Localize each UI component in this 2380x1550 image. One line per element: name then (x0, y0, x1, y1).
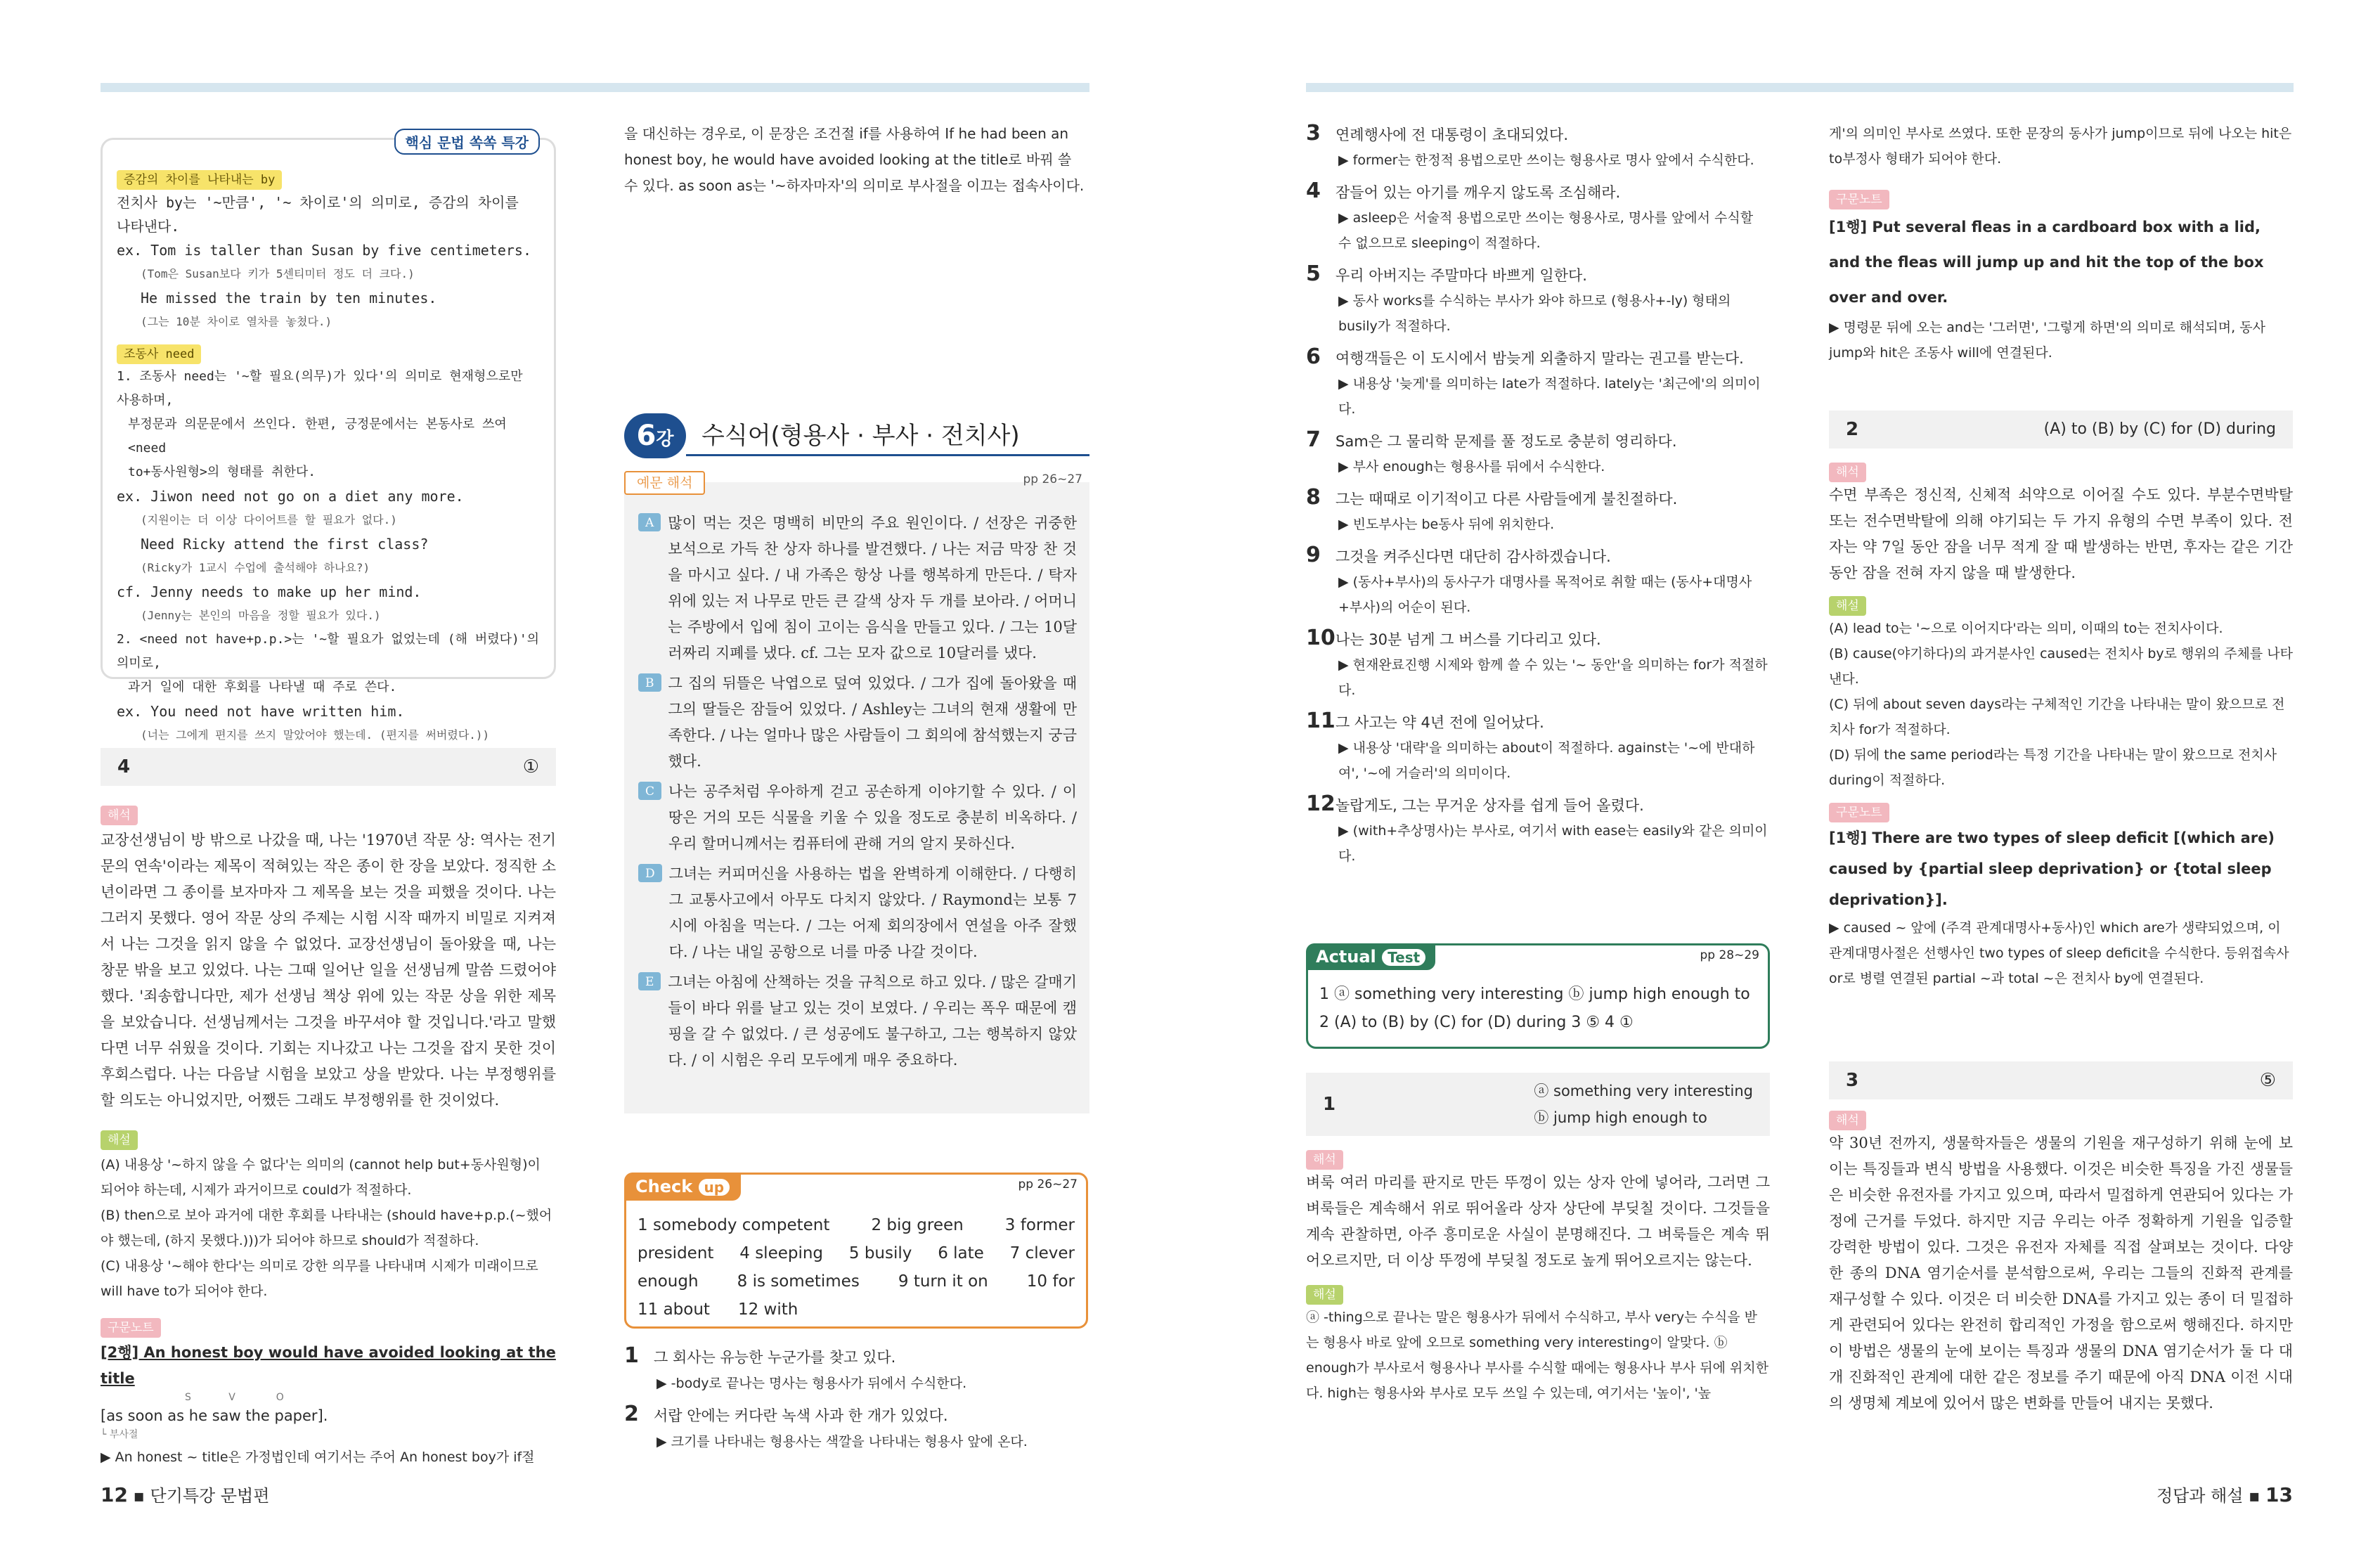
mid-item-list (624, 1343, 1088, 1455)
item-sentence: 그것을 켜주신다면 대단히 감사하겠습니다. (1335, 548, 1611, 565)
label-haeseol: 해설 (101, 1130, 138, 1150)
grammar-example: cf. Jenny needs to make up her mind. (117, 583, 422, 600)
explanation-c: (C) 뒤에 about seven days라는 구체적인 기간을 나타내는 말이 왔으므로 전치사 for가 적절하다. (1829, 697, 2285, 737)
item-explanation: ▶ asleep은 서술적 용법으로만 쓰이는 형용사로, 명사를 앞에서 수식할 수 없으므로 sleeping이 적절하다. (1338, 210, 1754, 251)
item-sentence: 서랍 안에는 커다란 녹색 사과 한 개가 있었다. (654, 1407, 948, 1424)
item-explanation: ▶ 부사 enough는 형용사를 뒤에서 수식한다. (1338, 459, 1605, 474)
item-explanation: ▶ 동사 works를 수식하는 부사가 와야 하므로 (형용사+-ly) 형태의 busily가 적절하다. (1338, 293, 1731, 334)
explanation-text: ⓐ -thing으로 끝나는 말은 형용사가 뒤에서 수식하고, 부사 very는 수식을 받는 형용사 바로 앞에 오므로 something very interesting이 알맞다. ⓑ enough가 부사로서 형용사나 부사를 수식할 때에는 형용사나 부사 뒤에 위치한다. high는 형용사와 부사로 모두 쓰일 수 있는데, 여기서는 '높이', '높 (1306, 1310, 1769, 1401)
checkup-answer: 6 late (938, 1244, 984, 1262)
grammar-example: ex. You need not have written him. (117, 703, 405, 720)
list-item (1306, 709, 1770, 786)
checkup-answer: 4 sleeping (739, 1244, 824, 1262)
grammar-translation: (Ricky가 1교시 수업에 출석해야 하나요?) (141, 561, 370, 574)
example-pages: pp 26~27 (1023, 472, 1082, 486)
structure-line: [1행] There are two types of sleep deficit [(which are) caused by {partial sleep deprivation} or {total sleep deprivation}]. (1829, 829, 2275, 908)
item-number: 7 (1306, 427, 1321, 452)
structure-sub: └ 부사절 (101, 1429, 138, 1440)
item-explanation: ▶ 내용상 '대략'을 의미하는 about이 적절하다. against는 '~에 반대하여', '~에 거슬러'의 의미이다. (1338, 740, 1755, 781)
checkup-answer: 11 about (638, 1300, 710, 1319)
page-number: 12 (101, 1483, 128, 1506)
label-gumun: 구문노트 (1829, 803, 1889, 822)
top-bar-left (101, 83, 1089, 92)
item-number: 2 (624, 1402, 639, 1426)
checkup-answer: enough (638, 1272, 699, 1291)
page-footer-left (101, 1482, 269, 1506)
list-item (1306, 179, 1770, 256)
grammar-text: 부정문과 의문문에서 쓰인다. 한편, 긍정문에서는 본동사로 쓰여 <need (128, 417, 507, 456)
checkup-answer: 1 somebody competent (638, 1216, 830, 1234)
section-label-by: 증감의 차이를 나타내는 by (117, 170, 282, 190)
page-footer-right (2156, 1482, 2293, 1506)
list-item (1306, 485, 1770, 537)
grammar-text: 과거 일에 대한 후회를 나타낼 때 주로 쓴다. (128, 680, 397, 695)
checkup-answer: 9 turn it on (898, 1272, 988, 1291)
explanation-c: (C) 내용상 '~해야 한다'는 의미로 강한 의무를 나타내며 시제가 미래이므로 will have to가 되어야 한다. (101, 1258, 538, 1299)
col4-top-text: 게'의 의미인 부사로 쓰였다. 또한 문장의 동사가 jump이므로 뒤에 나오는 hit은 to부정사 형태가 되어야 한다. (1829, 126, 2292, 167)
item-sentence: 나는 30분 넘게 그 버스를 기다리고 있다. (1335, 631, 1601, 648)
structure-line-2: [as soon as he saw the paper]. (101, 1407, 328, 1424)
example-e: 그녀는 아침에 산책하는 것을 규칙으로 하고 있다. / 많은 갈매기들이 바다 위를 날고 있는 것이 보였다. / 우리는 폭우 때문에 캠핑을 갈 수 없었다. / 큰 성공에도 불구하고, 그는 행복하지 않았다. / 이 시험은 우리 모두에게 매우 중요하다. (668, 974, 1077, 1068)
label-gumun: 구문노트 (1829, 190, 1889, 209)
item-number: 5 (1306, 261, 1321, 286)
list-item (1306, 427, 1770, 479)
item-explanation: ▶ -body로 끝나는 명사는 형용사가 뒤에서 수식한다. (657, 1376, 967, 1391)
question-3-block (1829, 1061, 2293, 1416)
item-number: 4 (1306, 179, 1321, 203)
question-number: 3 (1846, 1070, 1859, 1091)
label-haeseol: 해설 (1829, 596, 1866, 616)
item-explanation: ▶ 내용상 '늦게'를 의미하는 late가 적절하다. lately는 '최근에'의 의미이다. (1338, 376, 1761, 417)
page-label: 정답과 해설 ▪ (2156, 1486, 2261, 1506)
explanation-a: (A) 내용상 '~하지 않을 수 없다'는 의미의 (cannot help but+동사원형)이 되어야 하는데, 시제가 과거이므로 could가 적절하다. (101, 1157, 541, 1198)
example-c: 나는 공주처럼 우아하게 걷고 공손하게 이야기할 수 있다. / 이 땅은 거의 모든 식물을 키울 수 있을 정도로 충분히 비옥하다. / 우리 할머니께서는 컴퓨터에 관해 거의 알지 못하신다. (668, 783, 1077, 852)
list-item (1306, 874, 1770, 900)
answer-b: ⓑ jump high enough to (1534, 1109, 1707, 1126)
grammar-translation: (너는 그에게 편지를 쓰지 말았어야 했는데. (편지를 써버렸다.)) (141, 728, 490, 742)
grammar-example: ex. Tom is taller than Susan by five centimeters. (117, 242, 532, 259)
list-item (1306, 626, 1770, 703)
structure-note: ▶ An honest ~ title은 가정법인데 여기서는 주어 An honest boy가 if절 (101, 1449, 535, 1465)
item-number: 11 (1306, 709, 1335, 733)
answer-a: ⓐ something very interesting (1534, 1083, 1753, 1099)
actual-test-line-1: 1 ⓐ something very interesting ⓑ jump high enough to (1319, 986, 1750, 1003)
translation-text: 교장선생님이 방 밖으로 나갔을 때, 나는 '1970년 작문 상: 역사는 전기문의 연속'이라는 제목이 적혀있는 작은 종이 한 장을 보았다. 정직한 소년이라면 그 종이를 보자마자 그 제목을 보는 것을 피했을 것이다. 나는 그러지 못했다. 영어 작문 상의 주제는 시험 시작 때까지 비밀로 지켜져서 나는 그것을 읽지 않을 수 없었다. 교장선생님이 돌아왔을 때, 나는 창문 밖을 보고 있었다. 나는 그때 일어난 일을 선생님께 말씀 드렸어야 했다. '죄송합니다만, 제가 선생님 책상 위에 있는 작문 상을 위한 제목을 보았습니다. 선생님께서는 그것을 바꾸셔야 할 것입니다.'라고 말했다면 너무 쉬웠을 것이다. 기회는 지나갔고 나는 그것을 잡지 못한 것이 후회스럽다. 나는 다음날 시험을 보았고 상을 받았다. 나는 부정행위를 할 의도는 아니었지만, 어쨌든 그래도 부정행위를 한 것이었다. (101, 832, 556, 1109)
checkup-title-2: up (699, 1179, 730, 1196)
checkup-answer: 5 busily (848, 1244, 912, 1262)
grammar-text: 2. <need not have+p.p.>는 '~할 필요가 없었는데 (해 버렸다)'의 의미로, (117, 632, 540, 671)
question-1-block (1306, 1073, 1770, 1406)
translation-text: 수면 부족은 정신적, 신체적 쇠약으로 이어질 수도 있다. 부분수면박탈 또는 전수면박탈에 의해 야기되는 두 가지 유형의 수면 부족이 있다. 전자는 약 7일 동안 잠을 너무 적게 잘 때 발생하는 반면, 후자는 같은 기간 동안 잠을 전혀 자지 않을 때 발생한다. (1829, 486, 2293, 581)
list-item (1306, 121, 1770, 173)
top-bar-right (1306, 83, 2294, 92)
example-section (624, 472, 1089, 1113)
translation-text: 약 30년 전까지, 생물학자들은 생물의 기원을 재구성하기 위해 눈에 보이는 특징들과 변식 방법을 사용했다. 이것은 비슷한 특징을 가진 생물들은 비슷한 유전자를 가지고 있으며, 따라서 밀접하게 연관되어 있다는 가정에 근거를 두었다. 하지만 지금 우리는 아주 정확하게 기원을 입증할 강력한 방법이 있다. 그것은 유전자 자체를 직접 살펴보는 것이다. 다양한 종의 DNA 염기순서를 분석함으로써, 우리는 그들의 진화적 관계를 재구성할 수 있다. 이것은 더 비슷한 DNA를 가지고 있는 종이 더 밀접하게 관련되어 있다는 완전히 합리적인 가정을 함으로써 행해진다. 하지만 이 방법은 생물의 눈에 보이는 특징과 생물의 DNA 염기순서가 둘 다 대개 진화적인 관계에 대한 같은 정보를 주기 때문에 아직 DNA 이전 시대의 생명체 계보에 있어서 많은 변화를 만들어 내지는 못했다. (1829, 1135, 2293, 1412)
checkup-answer: 12 with (737, 1300, 798, 1319)
question-number: 1 (1323, 1094, 1336, 1115)
item-sentence: 여행객들은 이 도시에서 밤늦게 외출하지 말라는 권고를 받는다. (1335, 350, 1744, 367)
grammar-box (101, 134, 556, 742)
translation-text: 벼룩 여러 마리를 판지로 만든 뚜껑이 있는 상자 안에 넣어라, 그러면 그 벼룩들은 계속해서 위로 뛰어올라 상자 상단에 부딪칠 것이다. 그것들을 계속 관찰하면, 아주 흥미로운 사실이 분명해진다. 그 벼룩들은 계속 뛰어오르지만, 더 이상 뚜껑에 부딪칠 정도로 높게 뛰어오르지는 않는다. (1306, 1174, 1770, 1269)
lesson-title: 수식어(형용사 · 부사 · 전치사) (701, 422, 1020, 450)
checkup-answer: 3 former (1004, 1216, 1075, 1234)
lesson-suffix: 강 (656, 429, 674, 450)
item-sentence: 그 회사는 유능한 누군가를 찾고 있다. (654, 1349, 896, 1366)
grammar-example: He missed the train by ten minutes. (141, 290, 437, 306)
lesson-underline (686, 454, 1089, 456)
item-explanation: ▶ 빈도부사는 be동사 뒤에 위치한다. (1338, 517, 1555, 532)
grammar-example: ex. Jiwon need not go on a diet any more. (117, 488, 464, 505)
grammar-text: to+동사원형>의 형태를 취한다. (128, 465, 316, 479)
grammar-box-tag: 핵심 문법 쏙쏙 특강 (394, 129, 540, 155)
grammar-example: Need Ricky attend the first class? (141, 536, 429, 553)
example-label-d: D (638, 864, 662, 882)
checkup-answer: president (638, 1244, 714, 1262)
grammar-translation: (지원이는 더 이상 다이어트를 할 필요가 없다.) (141, 513, 397, 527)
grammar-translation: (그는 10분 차이로 열차를 놓쳤다.) (141, 315, 332, 328)
example-label-b: B (638, 673, 661, 692)
list-item (624, 1343, 1088, 1397)
list-item (1306, 905, 1770, 931)
list-item (624, 1401, 1088, 1455)
explanation-a: (A) lead to는 '~으로 이어지다'라는 의미, 이때의 to는 전치사이다. (1829, 621, 2223, 636)
question-answer: (A) to (B) by (C) for (D) during (2043, 420, 2276, 438)
checkup-answer: 10 for (1026, 1272, 1075, 1291)
list-item (1306, 792, 1770, 869)
label-haeseok: 해석 (1306, 1150, 1343, 1170)
lesson-number: 6 (636, 420, 657, 452)
grammar-text: 전치사 by는 '~만큼', '~ 차이로'의 의미로, 증감의 차이를 나타낸다. (117, 194, 519, 235)
grammar-text: 1. 조동사 need는 '~할 필요(의무)가 있다'의 의미로 현재형으로만 사용하며, (117, 369, 523, 408)
item-explanation: ▶ former는 한정적 용법으로만 쓰이는 형용사로 명사 앞에서 수식한다. (1338, 153, 1754, 168)
explanation-b: (B) then으로 보아 과거에 대한 후회를 나타내는 (should have+p.p.(~했어야 했는데, (하지 못했다.)))가 되어야 하므로 should가 적절하다. (101, 1208, 552, 1248)
question-2-header (1829, 411, 2293, 448)
structure-note: ▶ 명령문 뒤에 오는 and는 '그러면', '그렇게 하면'의 의미로 해석되며, 동사 jump와 hit은 조동사 will에 연결된다. (1829, 320, 2265, 361)
question-4-block (101, 748, 556, 1471)
actual-test-box (1306, 943, 1770, 1049)
question-answer: ① (522, 756, 539, 777)
item-number: 6 (1306, 344, 1321, 369)
label-haeseol: 해설 (1306, 1285, 1343, 1305)
list-item (1306, 543, 1770, 620)
question-2-block (1829, 411, 2293, 991)
structure-note: ▶ caused ~ 앞에 (주격 관계대명사+동사)인 which are가 생략되었으며, 이 관계대명사절은 선행사인 two types of sleep deficit을 수식한다. 등위접속사 or로 병렬 연결된 partial ~과 total ~은 전치사 by에 연결된다. (1829, 920, 2289, 986)
label-haeseok: 해석 (101, 806, 138, 825)
item-sentence: Sam은 그 물리학 문제를 풀 정도로 충분히 영리하다. (1335, 433, 1677, 450)
item-explanation: ▶ (with+추상명사)는 부사로, 여기서 with ease는 easily와 같은 의미이다. (1338, 823, 1768, 864)
item-number: 9 (1306, 543, 1321, 567)
question-number: 2 (1846, 419, 1859, 440)
question-number: 4 (117, 756, 131, 777)
item-explanation: ▶ 크기를 나타내는 형용사는 색깔을 나타내는 형용사 앞에 온다. (657, 1434, 1028, 1449)
question-3-header (1829, 1061, 2293, 1099)
item-sentence: 잠들어 있는 아기를 깨우지 않도록 조심해라. (1335, 184, 1621, 201)
example-tag: 예문 해석 (624, 471, 705, 495)
item-sentence: 그는 때때로 이기적이고 다른 사람들에게 불친절하다. (1335, 491, 1678, 508)
lesson-header (624, 413, 1089, 458)
example-a: 많이 먹는 것은 명백히 비만의 주요 원인이다. / 선장은 귀중한 보석으로 가득 찬 상자 하나를 발견했다. / 나는 저금 막장 찬 것을 마시고 싶다. / 내 가족은 항상 나를 행복하게 만든다. / 탁자 위에 있는 저 나무로 만든 큰 갈색 상자 두 개를 보아라. / 어머니는 주방에서 입에 침이 고이는 음식을 만들고 있다. / 그는 10달러짜리 지폐를 냈다. cf. 그는 모자 값으로 10달러를 냈다. (668, 515, 1077, 661)
label-haeseok: 해석 (1829, 1111, 1866, 1130)
example-label-e: E (638, 972, 661, 990)
right-item-list (1306, 121, 1770, 931)
item-number: 12 (1306, 792, 1335, 816)
example-d: 그녀는 커피머신을 사용하는 법을 완벽하게 이해한다. / 다행히 그 교통사고에서 아무도 다치지 않았다. / Raymond는 보통 7시에 아침을 먹는다. / 그는 어제 회의장에서 연설을 아주 잘했다. / 나는 내일 공항으로 너를 마중 나갈 것이다. (668, 865, 1077, 960)
explanation-b: (B) cause(야기하다)의 과거분사인 caused는 전치사 by로 행위의 주체를 나타낸다. (1829, 646, 2293, 687)
list-item (1306, 261, 1770, 339)
question-4-header (101, 748, 556, 786)
middle-top-text: 을 대신하는 경우로, 이 문장은 조건절 if를 사용하여 If he had been an honest boy, he would have avoided looking at the title로 바꿔 쓸 수 있다. as soon as는 '~하자마자'의 의미로 부사절을 이끄는 접속사이다. (624, 125, 1085, 194)
checkup-answer: 2 big green (871, 1216, 964, 1234)
list-item (1306, 344, 1770, 422)
page-label: ▪ 단기특강 문법편 (133, 1486, 270, 1506)
label-gumun: 구문노트 (101, 1318, 161, 1338)
label-haeseok: 해석 (1829, 463, 1866, 482)
lesson-number-badge (624, 413, 686, 458)
example-label-c: C (638, 782, 661, 800)
item-sentence: 우리 아버지는 주말마다 바쁘게 일한다. (1335, 267, 1587, 284)
page-number: 13 (2265, 1483, 2293, 1506)
structure-line: [1행] Put several fleas in a cardboard box with a lid, and the fleas will jump up and hit the top of the box over and over. (1829, 219, 2264, 306)
item-sentence: 연례행사에 전 대통령이 초대되었다. (1335, 127, 1568, 143)
actual-test-pages: pp 28~29 (1700, 948, 1759, 962)
checkup-answer: 7 clever (1009, 1244, 1075, 1262)
grammar-translation: (Tom은 Susan보다 키가 5센티미터 정도 더 크다.) (141, 267, 415, 280)
item-number: 10 (1306, 626, 1335, 650)
structure-svo: S V O (185, 1392, 284, 1403)
checkup-title: Check (635, 1177, 693, 1196)
item-number: 3 (1306, 121, 1321, 146)
example-label-a: A (638, 513, 661, 531)
checkup-box (624, 1173, 1088, 1329)
section-label-need: 조동사 need (117, 344, 201, 364)
example-b: 그 집의 뒤뜰은 낙엽으로 덮여 있었다. / 그가 집에 돌아왔을 때 그의 딸들은 잠들어 있었다. / Ashley는 그녀의 현재 생활에 만족한다. / 나는 얼마나 많은 사람들이 그 회의에 참석했는지 궁금했다. (668, 675, 1077, 770)
actual-test-title-2: Test (1382, 949, 1425, 966)
checkup-pages: pp 26~27 (1018, 1177, 1078, 1191)
item-sentence: 놀랍게도, 그는 무거운 상자를 쉽게 들어 올렸다. (1335, 797, 1644, 814)
actual-test-title: Actual (1316, 947, 1376, 967)
checkup-answer: 8 is sometimes (737, 1272, 860, 1291)
actual-test-line-2: 2 (A) to (B) by (C) for (D) during 3 ⑤ 4 ① (1319, 1014, 1634, 1031)
item-number: 8 (1306, 485, 1321, 510)
structure-line: [2행] An honest boy would have avoided looking at the title (101, 1344, 556, 1387)
item-explanation: ▶ 현재완료진행 시제와 함께 쓸 수 있는 '~ 동안'을 의미하는 for가 적절하다. (1338, 657, 1768, 698)
explanation-d: (D) 뒤에 the same period라는 특정 기간을 나타내는 말이 왔으므로 전치사 during이 적절하다. (1829, 747, 2277, 788)
item-explanation: ▶ (동사+부사)의 동사구가 대명사를 목적어로 취할 때는 (동사+대명사+부사)의 어순이 된다. (1338, 574, 1752, 615)
grammar-translation: (Jenny는 본인의 마음을 정할 필요가 있다.) (141, 609, 381, 622)
item-sentence: 그 사고는 약 4년 전에 일어났다. (1335, 714, 1544, 731)
question-1-header (1306, 1073, 1770, 1136)
item-number: 1 (624, 1343, 639, 1368)
question-answer: ⑤ (2259, 1070, 2276, 1091)
